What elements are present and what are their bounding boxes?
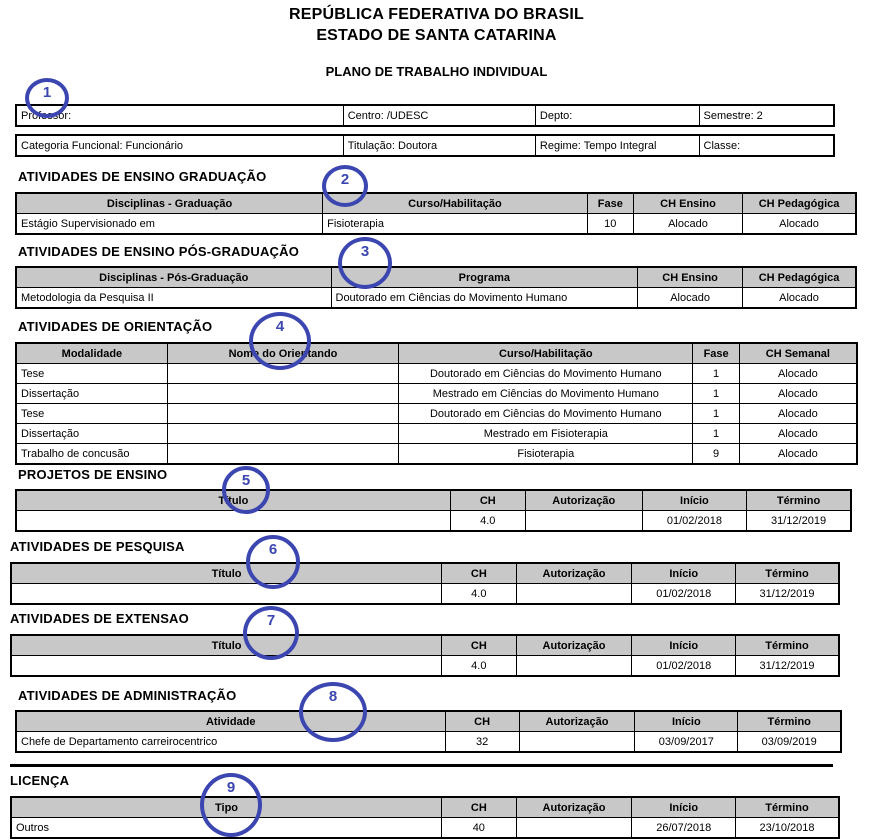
disciplina-cell: Estágio Supervisionado em — [16, 214, 323, 235]
section-heading-graduacao: ATIVIDADES DE ENSINO GRADUAÇÃO — [18, 169, 267, 184]
table-header-row — [11, 563, 839, 584]
col-header: Autorização — [516, 563, 632, 584]
curso-cell: Mestrado em Ciências do Movimento Humano — [399, 384, 693, 404]
col-header: Título — [11, 635, 442, 656]
fase-cell: 1 — [693, 384, 739, 404]
depto-field: Depto: — [535, 105, 699, 126]
table-row — [16, 364, 857, 384]
titulo-cell — [11, 584, 442, 605]
col-header: Tipo — [11, 797, 442, 818]
autorizacao-cell — [516, 818, 632, 839]
col-header: Autorização — [516, 797, 632, 818]
programa-cell: Doutorado em Ciências do Movimento Humano — [331, 288, 638, 309]
ch-semanal-cell: Alocado — [739, 364, 857, 384]
section-divider-line — [10, 764, 833, 767]
ch-semanal-cell: Alocado — [739, 404, 857, 424]
administracao-table — [15, 710, 842, 753]
tipo-cell: Outros — [11, 818, 442, 839]
section-heading-licenca: LICENÇA — [10, 773, 70, 788]
annotation-circle-5 — [222, 466, 270, 514]
col-header: CH — [445, 711, 519, 732]
termino-cell: 31/12/2019 — [735, 584, 839, 605]
col-header: Término — [735, 797, 839, 818]
col-header: Término — [738, 711, 841, 732]
curso-cell: Doutorado em Ciências do Movimento Humano — [399, 404, 693, 424]
table-row — [11, 818, 839, 839]
col-header: Autorização — [525, 490, 642, 511]
ch-pedagogica-cell: Alocado — [743, 288, 856, 309]
inicio-cell: 01/02/2018 — [642, 511, 746, 532]
graduacao-table — [15, 192, 857, 235]
pos-graduacao-table — [15, 266, 857, 309]
annotation-circle-9 — [200, 773, 262, 837]
inicio-cell: 01/02/2018 — [632, 584, 736, 605]
section-heading-orientacao: ATIVIDADES DE ORIENTAÇÃO — [18, 319, 213, 334]
col-header: Fase — [587, 193, 633, 214]
ch-cell: 40 — [442, 818, 517, 839]
categoria-funcional-field: Categoria Funcional: Funcionário — [16, 135, 343, 156]
col-header: Início — [632, 563, 736, 584]
titulo-cell — [11, 656, 442, 677]
autorizacao-cell — [516, 656, 632, 677]
section-heading-pesquisa: ATIVIDADES DE PESQUISA — [10, 539, 185, 554]
col-header: CH — [442, 635, 517, 656]
table-row — [11, 656, 839, 677]
col-header: Modalidade — [16, 343, 167, 364]
table-row — [16, 384, 857, 404]
autorizacao-cell — [516, 584, 632, 605]
professor-field: Professor: — [16, 105, 343, 126]
col-header: Término — [735, 635, 839, 656]
extensao-table — [10, 634, 840, 677]
col-header: CH Pedagógica — [743, 267, 856, 288]
fase-cell: 1 — [693, 404, 739, 424]
titulacao-field: Titulação: Doutora — [343, 135, 535, 156]
annotation-circle-2 — [322, 165, 368, 207]
table-header-row — [16, 193, 856, 214]
annotation-number-6: 6 — [268, 541, 278, 558]
annotation-circle-1 — [25, 78, 69, 118]
col-header: Início — [642, 490, 746, 511]
col-header: CH Ensino — [638, 267, 743, 288]
titulo-cell — [16, 511, 450, 532]
curso-cell: Fisioterapia — [399, 444, 693, 465]
col-header: CH Semanal — [739, 343, 857, 364]
col-header: CH — [442, 563, 517, 584]
disciplina-cell: Metodologia da Pesquisa II — [16, 288, 331, 309]
orientando-cell — [167, 384, 398, 404]
col-header: Início — [635, 711, 738, 732]
annotation-number-3: 3 — [360, 243, 370, 260]
projetos-ensino-table — [15, 489, 852, 532]
termino-cell: 03/09/2019 — [738, 732, 841, 753]
col-header: Programa — [331, 267, 638, 288]
ch-cell: 4.0 — [442, 584, 517, 605]
centro-field: Centro: /UDESC — [343, 105, 535, 126]
col-header: Título — [11, 563, 442, 584]
col-header: Término — [735, 563, 839, 584]
ch-semanal-cell: Alocado — [739, 444, 857, 465]
inicio-cell: 03/09/2017 — [635, 732, 738, 753]
ch-semanal-cell: Alocado — [739, 384, 857, 404]
document-title: PLANO DE TRABALHO INDIVIDUAL — [325, 64, 548, 79]
modalidade-cell: Tese — [16, 364, 167, 384]
table-row — [11, 584, 839, 605]
section-heading-administracao: ATIVIDADES DE ADMINISTRAÇÃO — [18, 688, 237, 703]
col-header: Término — [747, 490, 851, 511]
col-header: Curso/Habilitação — [323, 193, 588, 214]
table-header-row — [16, 490, 851, 511]
annotation-circle-3 — [338, 237, 392, 289]
termino-cell: 31/12/2019 — [735, 656, 839, 677]
annotation-number-8: 8 — [328, 688, 338, 705]
annotation-circle-6 — [246, 535, 300, 589]
annotation-number-9: 9 — [226, 779, 236, 796]
table-header-row — [11, 797, 839, 818]
info-table-row1 — [15, 104, 835, 127]
table-row — [16, 732, 841, 753]
table-header-row — [16, 711, 841, 732]
annotation-number-4: 4 — [275, 318, 285, 335]
table-row — [16, 288, 856, 309]
fase-cell: 10 — [587, 214, 633, 235]
fase-cell: 1 — [693, 424, 739, 444]
ch-cell: 32 — [445, 732, 519, 753]
col-header: Disciplinas - Graduação — [16, 193, 323, 214]
col-header: CH Ensino — [633, 193, 742, 214]
modalidade-cell: Tese — [16, 404, 167, 424]
table-header-row — [11, 635, 839, 656]
annotation-number-5: 5 — [241, 472, 251, 489]
orientando-cell — [167, 424, 398, 444]
autorizacao-cell — [525, 511, 642, 532]
section-heading-pos-graduacao: ATIVIDADES DE ENSINO PÓS-GRADUAÇÃO — [18, 244, 300, 259]
ch-ensino-cell: Alocado — [638, 288, 743, 309]
inicio-cell: 26/07/2018 — [632, 818, 736, 839]
modalidade-cell: Trabalho de concusão — [16, 444, 167, 465]
col-header: Título — [16, 490, 450, 511]
fase-cell: 1 — [693, 364, 739, 384]
col-header: Início — [632, 635, 736, 656]
table-header-row — [16, 267, 856, 288]
annotation-number-7: 7 — [266, 612, 276, 629]
col-header: Atividade — [16, 711, 445, 732]
ch-pedagogica-cell: Alocado — [743, 214, 856, 235]
annotation-circle-7 — [243, 606, 299, 660]
orientando-cell — [167, 404, 398, 424]
regime-field: Regime: Tempo Integral — [535, 135, 699, 156]
curso-cell: Fisioterapia — [323, 214, 588, 235]
pesquisa-table — [10, 562, 840, 605]
fase-cell: 9 — [693, 444, 739, 465]
orientacao-table — [15, 342, 858, 465]
ch-semanal-cell: Alocado — [739, 424, 857, 444]
col-header: Nome do Orientando — [167, 343, 398, 364]
col-header: Início — [632, 797, 736, 818]
country-title: REPÚBLICA FEDERATIVA DO BRASIL — [289, 6, 584, 23]
classe-field: Classe: — [699, 135, 834, 156]
ch-ensino-cell: Alocado — [633, 214, 742, 235]
termino-cell: 31/12/2019 — [747, 511, 851, 532]
section-heading-projetos-ensino: PROJETOS DE ENSINO — [18, 467, 168, 482]
autorizacao-cell — [519, 732, 635, 753]
annotation-number-2: 2 — [340, 171, 350, 188]
table-row — [16, 424, 857, 444]
ch-cell: 4.0 — [450, 511, 525, 532]
curso-cell: Doutorado em Ciências do Movimento Humano — [399, 364, 693, 384]
table-row — [16, 404, 857, 424]
orientando-cell — [167, 444, 398, 465]
annotation-number-1: 1 — [42, 84, 52, 101]
termino-cell: 23/10/2018 — [735, 818, 839, 839]
table-row — [16, 511, 851, 532]
atividade-cell: Chefe de Departamento carreirocentrico — [16, 732, 445, 753]
curso-cell: Mestrado em Fisioterapia — [399, 424, 693, 444]
col-header: Disciplinas - Pós-Graduação — [16, 267, 331, 288]
inicio-cell: 01/02/2018 — [632, 656, 736, 677]
modalidade-cell: Dissertação — [16, 384, 167, 404]
col-header: Curso/Habilitação — [399, 343, 693, 364]
state-title: ESTADO DE SANTA CATARINA — [316, 27, 557, 44]
licenca-table — [10, 796, 840, 839]
table-header-row — [16, 343, 857, 364]
table-row — [16, 214, 856, 235]
semestre-field: Semestre: 2 — [699, 105, 834, 126]
col-header: CH — [450, 490, 525, 511]
col-header: CH Pedagógica — [743, 193, 856, 214]
col-header: Autorização — [519, 711, 635, 732]
annotation-circle-4 — [249, 312, 311, 370]
col-header: Fase — [693, 343, 739, 364]
ch-cell: 4.0 — [442, 656, 517, 677]
annotation-circle-8 — [299, 682, 367, 742]
modalidade-cell: Dissertação — [16, 424, 167, 444]
col-header: CH — [442, 797, 517, 818]
table-row — [16, 444, 857, 465]
col-header: Autorização — [516, 635, 632, 656]
info-table-row2 — [15, 134, 835, 157]
section-heading-extensao: ATIVIDADES DE EXTENSAO — [10, 611, 189, 626]
